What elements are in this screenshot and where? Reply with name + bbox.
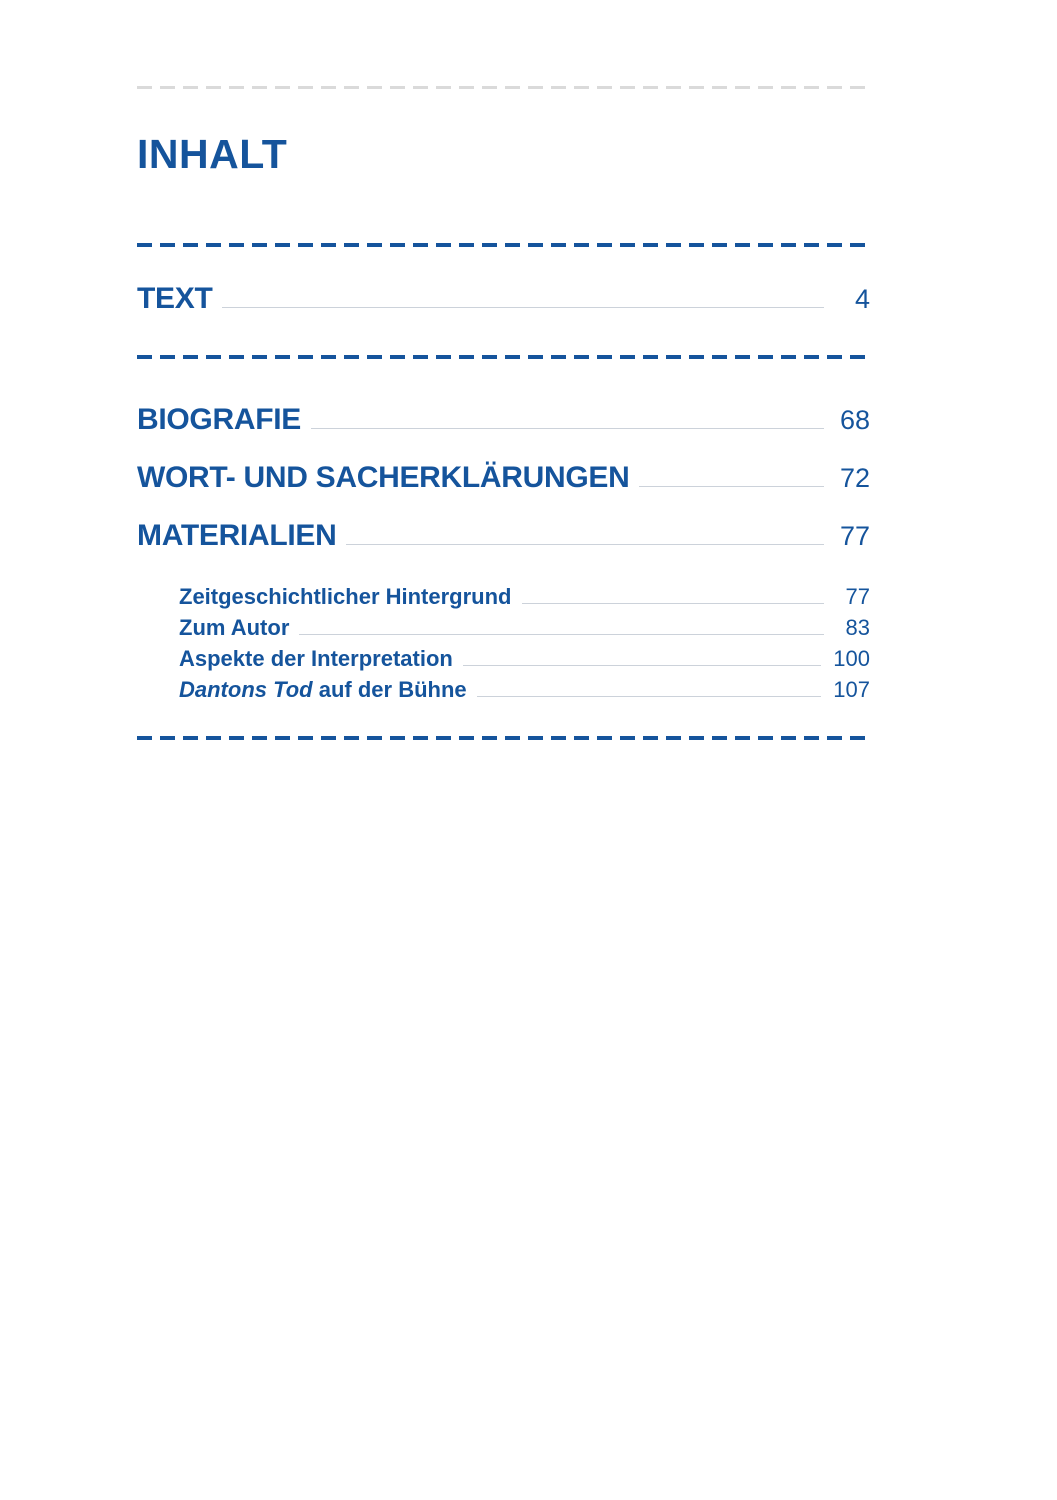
leader-line <box>477 696 822 697</box>
toc-entry-biografie <box>137 405 870 435</box>
toc-entry-page: 4 <box>854 284 870 314</box>
toc-subentry-zeitgeschichtlicher-hintergrund <box>179 586 870 608</box>
toc-entry-label <box>179 617 289 639</box>
toc-subentry-zum-autor <box>179 617 870 639</box>
toc-entry-page: 77 <box>839 521 870 551</box>
toc-entry-materialien <box>137 521 870 551</box>
section-divider-dashed-line <box>137 355 870 359</box>
leader-line <box>463 665 821 666</box>
toc-entry-label: WORT- UND SACHERKLÄRUNGEN <box>137 461 630 494</box>
toc-entry-label: BIOGRAFIE <box>137 403 301 436</box>
leader-line <box>311 428 824 429</box>
toc-entry-text <box>137 284 870 314</box>
toc-entry-label: MATERIALIEN <box>137 519 337 552</box>
toc-entry-label-rest: Zeitgeschichtlicher Hintergrund <box>179 584 512 609</box>
leader-line <box>346 544 824 545</box>
page-title: INHALT <box>137 131 288 177</box>
toc-entry-label <box>179 648 453 670</box>
toc-entry-label-rest: Aspekte der Interpretation <box>179 646 453 671</box>
toc-entry-page: 77 <box>845 584 870 609</box>
toc-subentry-dantons-tod-auf-der-buehne <box>179 679 870 701</box>
toc-entry-page: 100 <box>833 646 870 671</box>
toc-entry-page: 107 <box>833 677 870 702</box>
top-divider-dashed-line <box>137 86 870 89</box>
leader-line <box>522 603 825 604</box>
section-divider-dashed-line <box>137 243 870 247</box>
toc-entry-wort-und-sacherklaerungen <box>137 463 870 493</box>
toc-subentry-aspekte-der-interpretation <box>179 648 870 670</box>
toc-entry-label-italic: Dantons Tod <box>179 677 313 702</box>
toc-entry-label-rest: auf der Bühne <box>312 677 467 702</box>
toc-entry-label <box>179 679 467 701</box>
toc-entry-page: 72 <box>839 463 870 493</box>
toc-entry-page: 83 <box>845 615 870 640</box>
toc-entry-label <box>179 586 512 608</box>
leader-line <box>299 634 824 635</box>
leader-line <box>222 307 824 308</box>
leader-line <box>639 486 824 487</box>
toc-entry-label-rest: Zum Autor <box>179 615 290 640</box>
toc-entry-label: TEXT <box>137 282 213 315</box>
toc-entry-page: 68 <box>839 405 870 435</box>
bottom-divider-dashed-line <box>137 736 870 740</box>
